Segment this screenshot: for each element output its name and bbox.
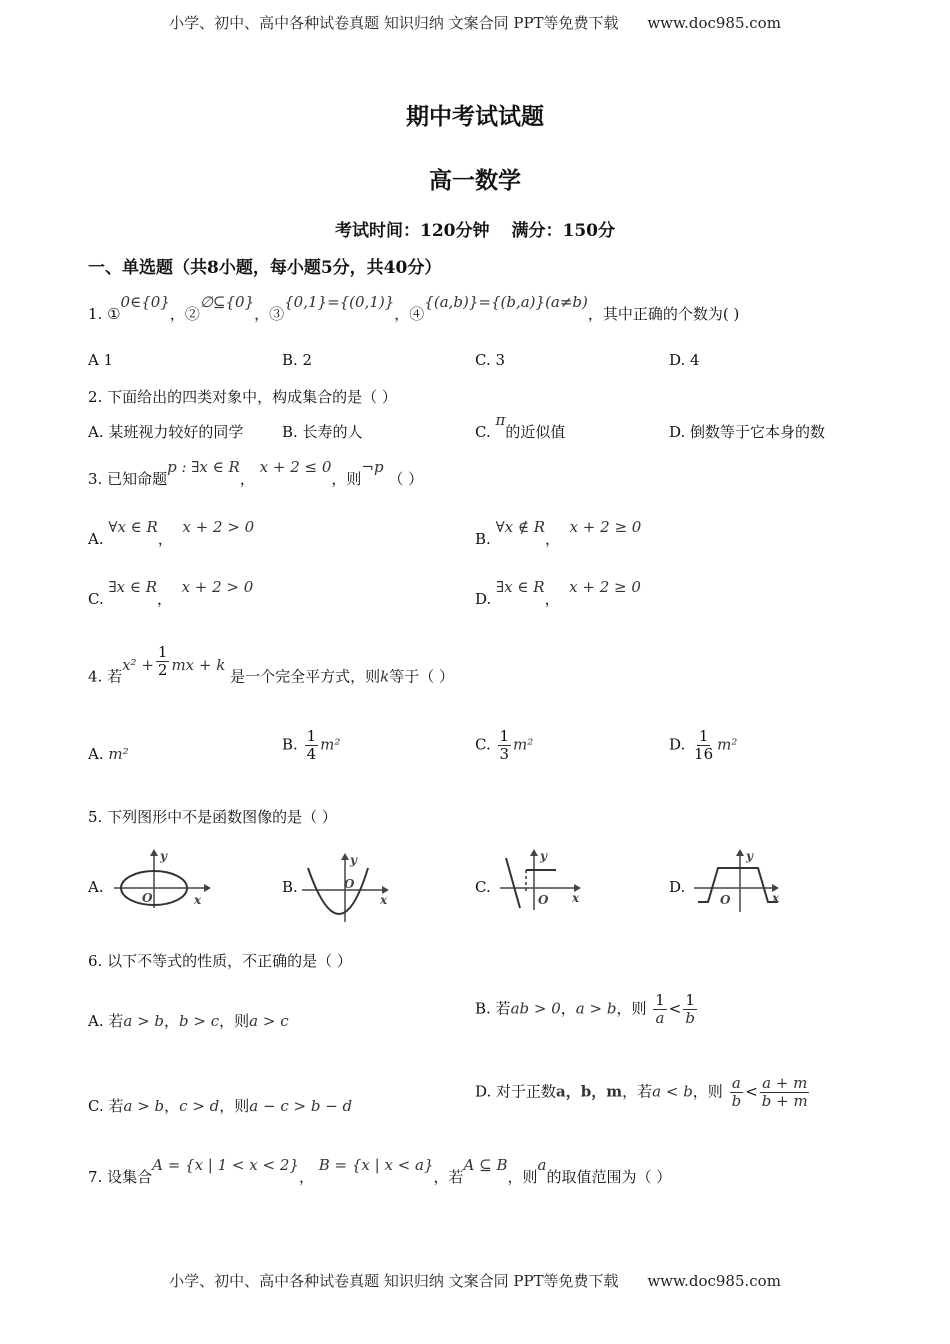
q4-c-m: m² <box>513 735 534 754</box>
q6-a-m2: b > c <box>179 1012 220 1030</box>
q3-a-cond: x + 2 > 0 <box>182 518 255 536</box>
q6-a-sep: ， <box>164 1012 180 1030</box>
q7-tail: 的取值范围为（ ） <box>546 1168 672 1186</box>
q4-c-fraction <box>498 728 512 763</box>
q6-d-then: ，则 <box>692 1082 723 1101</box>
q3-option-a[interactable]: A. ∀x ∈ R， x + 2 > 0 <box>88 518 255 548</box>
q3-prop: p : ∃x ∈ R <box>167 458 240 476</box>
q3-pre: 3. 已知命题 <box>88 470 168 488</box>
graph-d-y-label: y <box>746 849 753 863</box>
q6-b-sep: ， <box>560 999 576 1018</box>
q1-math-1: 0∈{0} <box>120 293 170 311</box>
q3-then: ，则 <box>331 470 362 488</box>
q6-d-frac-2 <box>760 1075 810 1110</box>
q4-b-m: m² <box>320 735 341 754</box>
graph-c-x-label: x <box>572 891 580 905</box>
q4-b-den: 4 <box>306 745 317 763</box>
graph-d-origin: O <box>720 893 731 907</box>
q4-option-b[interactable] <box>282 728 340 763</box>
q2-pi: π <box>495 411 506 429</box>
q4-c-label: C. <box>475 735 491 754</box>
q4-option-c[interactable] <box>475 728 533 763</box>
q5-option-a-label[interactable]: A. <box>88 878 104 896</box>
q4-pre: 4. 若 <box>88 667 123 686</box>
section-heading: 一、单选题（共8小题，每小题5分，共40分） <box>88 258 442 278</box>
q6-b-d1: a <box>655 1009 665 1027</box>
graph-b-origin: O <box>344 877 355 891</box>
q6-d-vars: a，b，m <box>556 1082 623 1101</box>
q6-a-m3: a > c <box>249 1012 289 1030</box>
q1-option-d[interactable]: D. 4 <box>669 351 700 369</box>
q5-graph-d-trapezoid[interactable] <box>692 848 787 918</box>
q6-d-d2: b + m <box>761 1092 808 1110</box>
q6-c-m1: a > b <box>123 1097 165 1115</box>
q4-option-a[interactable] <box>88 745 129 763</box>
question-5: 5. 下列图形中不是函数图像的是（ ） <box>88 808 337 826</box>
q2-option-c[interactable] <box>475 411 566 442</box>
header-site-link[interactable]: www.doc985.com <box>647 14 781 32</box>
q4-c-den: 3 <box>499 745 510 763</box>
q4-d-num: 1 <box>698 727 709 745</box>
q5-graph-b-parabola[interactable] <box>300 850 395 925</box>
q1-option-b[interactable]: B. 2 <box>282 351 313 369</box>
q1-tail: ，其中正确的个数为( ) <box>587 305 740 323</box>
q6-c-then: ，则 <box>219 1097 250 1115</box>
q6-b-m2: a > b <box>575 999 617 1018</box>
graph-c-y-label: y <box>540 849 547 863</box>
q2-option-a[interactable]: A. 某班视力较好的同学 <box>88 423 244 441</box>
q6-b-m1: ab > 0 <box>510 999 561 1018</box>
q4-post: 是一个完全平方式，则 <box>230 667 381 686</box>
q3-b-label: B. <box>475 530 491 548</box>
footer-text: 小学、初中、高中各种试卷真题 知识归纳 文案合同 PPT等免费下载 <box>169 1272 619 1290</box>
q6-b-frac-2 <box>683 992 697 1027</box>
q6-a-m1: a > b <box>123 1012 165 1030</box>
q3-negp: ¬p <box>361 458 384 476</box>
q6-b-pre: B. 若 <box>475 999 511 1018</box>
q7-subset: A ⊆ B <box>463 1156 508 1174</box>
graph-a-x-label: x <box>194 893 202 907</box>
q6-c-m2: c > d <box>179 1097 220 1115</box>
q1-math-2: ∅⊆{0} <box>199 293 255 311</box>
q6-c-sep: ， <box>164 1097 180 1115</box>
exam-info <box>0 216 950 241</box>
q6-b-frac-1 <box>653 992 667 1027</box>
q4-d-m: m² <box>717 735 738 754</box>
q7-pre: 7. 设集合 <box>88 1168 153 1186</box>
q1-math-4: {(a,b)}={(b,a)}(a≠b) <box>424 293 588 311</box>
q6-c-m3: a − c > b − d <box>249 1097 353 1115</box>
q3-c-cond: x + 2 > 0 <box>181 578 254 596</box>
q3-b-cond: x + 2 ≥ 0 <box>569 518 642 536</box>
graph-d-x-label: x <box>772 891 780 905</box>
q4-k: k <box>380 667 390 686</box>
exam-subject: 高一数学 <box>429 167 521 194</box>
q5-graph-a-ellipse[interactable] <box>112 848 212 910</box>
q7-sep-2: ，若 <box>433 1168 464 1186</box>
q1-option-c[interactable]: C. 3 <box>475 351 506 369</box>
q3-a-quant: ∀x ∈ R <box>108 518 158 536</box>
q5-graph-c-vertical-line[interactable] <box>498 848 588 913</box>
q4-c-num: 1 <box>499 727 510 745</box>
q6-option-b[interactable] <box>475 992 699 1027</box>
q1-sep-3: ，④ <box>394 305 425 323</box>
q3-c-quant: ∃x ∈ R <box>108 578 158 596</box>
q6-d-n1: a <box>731 1074 741 1092</box>
page-footer <box>0 1270 950 1291</box>
q6-c-pre: C. 若 <box>88 1097 124 1115</box>
q3-option-b[interactable]: B. ∀x ∉ R， x + 2 ≥ 0 <box>475 518 642 548</box>
q4-half-fraction <box>156 644 170 679</box>
q6-d-frac-1 <box>730 1075 744 1110</box>
q6-a-pre: A. 若 <box>88 1012 124 1030</box>
q4-b-label: B. <box>282 735 298 754</box>
q4-d-den: 16 <box>694 745 714 763</box>
q6-option-d[interactable] <box>475 1075 812 1110</box>
q6-b-then: ，则 <box>616 999 647 1018</box>
q3-b-quant: ∀x ∉ R <box>495 518 546 536</box>
q5-option-d-label[interactable]: D. <box>669 878 686 896</box>
q3-a-label: A. <box>88 530 104 548</box>
q3-option-d[interactable]: D. ∃x ∈ R， x + 2 ≥ 0 <box>475 578 641 608</box>
q6-b-n1: 1 <box>655 991 665 1009</box>
exam-score: 满分：150分 <box>511 221 615 241</box>
graph-a-y-label: y <box>160 849 167 863</box>
question-3 <box>88 458 424 489</box>
q6-option-c[interactable] <box>88 1095 352 1116</box>
q3-comma: ， <box>239 470 255 488</box>
q3-paren: （ ） <box>388 470 424 488</box>
graph-a-origin: O <box>142 891 153 905</box>
q7-var-a: a <box>537 1156 547 1174</box>
exam-title: 期中考试试题 <box>406 103 544 130</box>
q3-d-quant: ∃x ∈ R <box>496 578 545 596</box>
q2-c-label: C. <box>475 423 491 441</box>
graph-c-origin: O <box>538 893 549 907</box>
question-2: 2. 下面给出的四类对象中，构成集合的是（ ） <box>88 388 397 406</box>
q4-option-d[interactable] <box>669 728 737 763</box>
q7-set-b: B = {x | x < a} <box>318 1156 434 1174</box>
q4-a-math: m² <box>108 745 129 763</box>
page-header <box>0 12 950 33</box>
q5-option-b-label[interactable]: B. <box>282 878 298 896</box>
q6-d-mid: ，若 <box>622 1082 653 1101</box>
q4-x2: x² + <box>122 655 154 674</box>
q4-b-fraction <box>305 728 319 763</box>
question-7 <box>88 1156 672 1187</box>
q4-frac-den: 2 <box>157 661 168 679</box>
q5-option-c-label[interactable]: C. <box>475 878 491 896</box>
q1-option-a[interactable]: A 1 <box>88 351 114 369</box>
q3-d-cond: x + 2 ≥ 0 <box>569 578 641 596</box>
q1-sep-1: ，② <box>169 305 200 323</box>
q2-option-b[interactable]: B. 长寿的人 <box>282 423 363 441</box>
q4-frac-num: 1 <box>157 643 168 661</box>
q4-d-label: D. <box>669 735 686 754</box>
q3-c-label: C. <box>88 590 104 608</box>
q4-mxk: mx + k <box>171 655 226 674</box>
question-4 <box>88 643 455 695</box>
q4-post2: 等于（ ） <box>389 667 455 686</box>
q3-cond: x + 2 ≤ 0 <box>259 458 332 476</box>
q1-number: 1. <box>88 305 103 323</box>
q6-d-m1: a < b <box>652 1082 693 1101</box>
q2-c-text: 的近似值 <box>505 423 566 441</box>
q1-math-3: {0,1}={(0,1)} <box>284 293 395 311</box>
q6-d-pre: D. 对于正数 <box>475 1082 557 1101</box>
q2-option-d[interactable]: D. 倒数等于它本身的数 <box>669 423 826 441</box>
graph-b-x-label: x <box>380 893 388 907</box>
q1-circle-1: ① <box>107 305 121 323</box>
q6-b-d2: b <box>685 1009 695 1027</box>
q6-option-a[interactable] <box>88 1010 289 1031</box>
q6-a-then: ，则 <box>219 1012 250 1030</box>
q7-set-a: A = {x | 1 < x < 2} <box>152 1156 299 1174</box>
q4-b-num: 1 <box>306 727 317 745</box>
q6-b-lt: < <box>668 999 682 1018</box>
q4-a-label: A. <box>88 745 104 763</box>
q6-b-n2: 1 <box>685 991 695 1009</box>
q3-d-label: D. <box>475 590 492 608</box>
footer-site-link[interactable]: www.doc985.com <box>647 1272 781 1290</box>
q7-sep-1: ， <box>298 1168 314 1186</box>
graph-b-y-label: y <box>350 853 357 867</box>
question-1 <box>88 293 740 324</box>
q3-option-c[interactable]: C. ∃x ∈ R， x + 2 > 0 <box>88 578 254 608</box>
q6-d-d1: b <box>731 1092 742 1110</box>
q4-d-fraction <box>692 728 715 763</box>
exam-time: 考试时间：120分钟 <box>335 221 490 241</box>
header-text: 小学、初中、高中各种试卷真题 知识归纳 文案合同 PPT等免费下载 <box>169 14 619 32</box>
q6-d-lt: < <box>745 1082 758 1101</box>
q7-then: ，则 <box>507 1168 538 1186</box>
q1-sep-2: ，③ <box>254 305 285 323</box>
question-6: 6. 以下不等式的性质，不正确的是（ ） <box>88 952 352 970</box>
q6-d-n2: a + m <box>762 1074 808 1092</box>
